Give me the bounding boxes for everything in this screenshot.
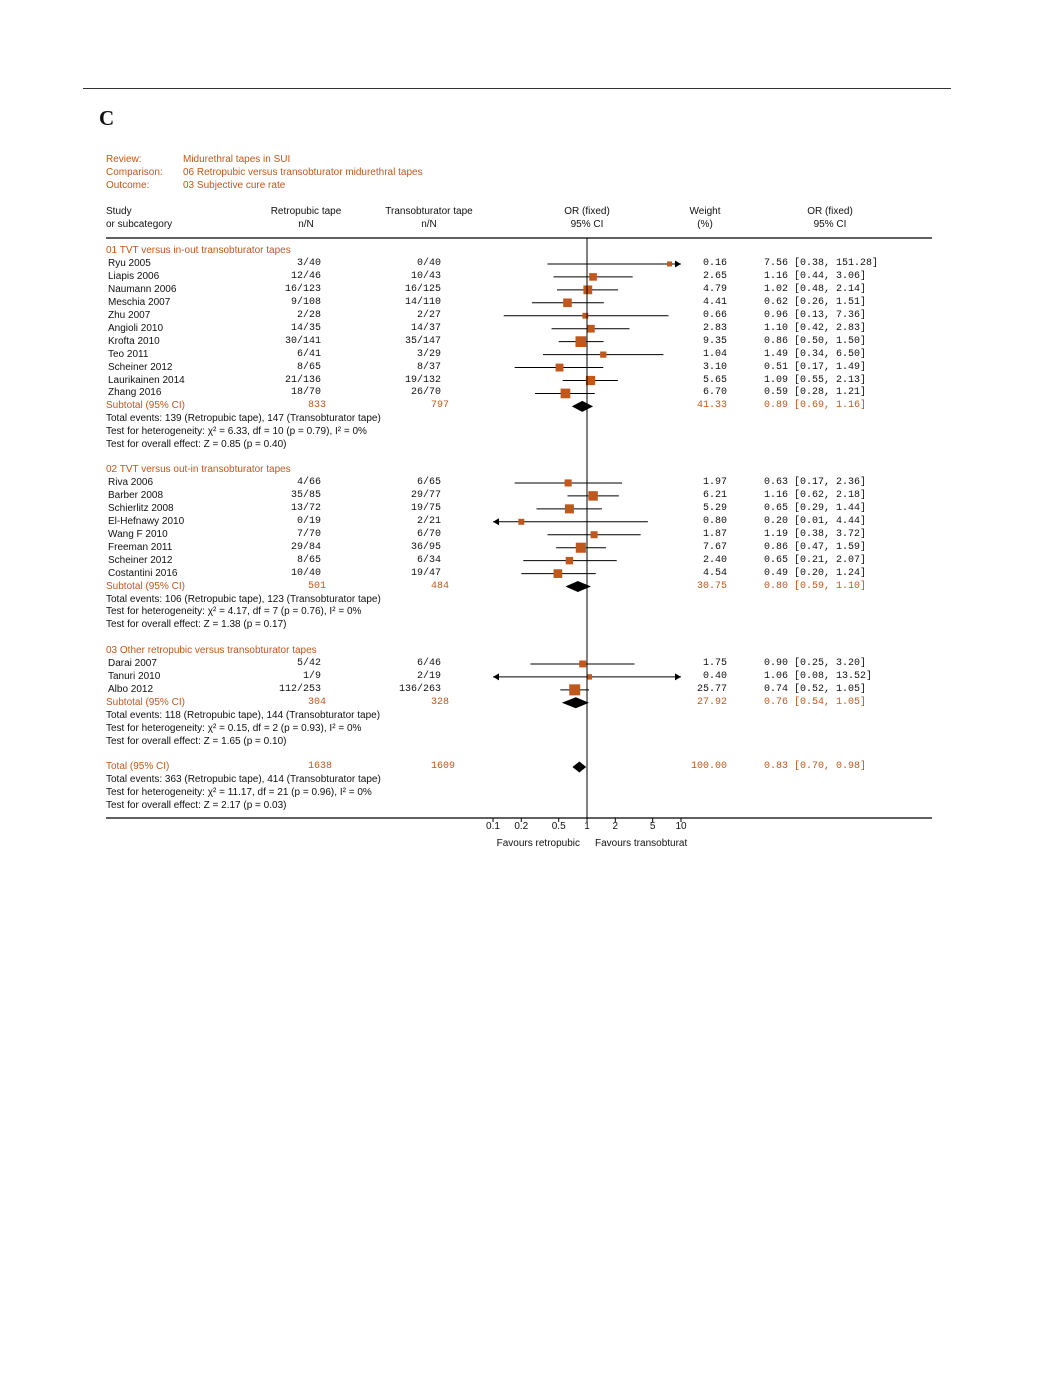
- subtotal-or-ci: 0.80 [0.59, 1.10]: [764, 580, 867, 592]
- study-trans-nn: 16/125: [404, 283, 441, 295]
- study-weight: 2.65: [702, 270, 727, 282]
- subtotal-or-ci: 0.76 [0.54, 1.05]: [764, 696, 867, 708]
- study-or-ci: 0.20 [0.01, 4.44]: [764, 515, 867, 527]
- study-weight: 5.29: [702, 502, 727, 514]
- subtotal-note: Test for overall effect: Z = 1.38 (p = 0.17): [106, 619, 287, 631]
- study-marker: [667, 261, 672, 266]
- study-weight: 1.04: [702, 348, 727, 360]
- subtotal-note: Test for heterogeneity: χ² = 4.17, df = 7 (p = 0.76), I² = 0%: [106, 606, 362, 618]
- study-retro-nn: 7/70: [296, 528, 321, 540]
- study-or-ci: 1.16 [0.44, 3.06]: [764, 270, 867, 282]
- axis-tick-label: 1: [584, 821, 590, 832]
- study-name: Scheiner 2012: [108, 361, 173, 373]
- study-or-ci: 0.62 [0.26, 1.51]: [764, 296, 867, 308]
- study-weight: 4.54: [702, 567, 727, 579]
- review-value: Midurethral tapes in SUI: [183, 154, 291, 165]
- subtotal-trans: 484: [430, 580, 449, 592]
- study-retro-nn: 2/28: [296, 309, 321, 321]
- study-or-ci: 7.56 [0.38, 151.28]: [764, 257, 879, 269]
- favours-left-label: Favours retropubic: [496, 838, 580, 849]
- study-marker: [583, 285, 592, 294]
- study-name: Scheiner 2012: [108, 554, 173, 566]
- study-weight: 2.40: [702, 554, 727, 566]
- study-weight: 0.80: [702, 515, 727, 527]
- subtotal-label: Subtotal (95% CI): [106, 400, 185, 412]
- subtotal-weight: 30.75: [696, 580, 727, 592]
- study-marker: [575, 336, 586, 347]
- outcome-label: Outcome:: [106, 180, 150, 191]
- study-marker: [579, 660, 586, 667]
- comparison-label: Comparison:: [106, 167, 163, 178]
- study-weight: 6.21: [702, 489, 727, 501]
- study-weight: 9.35: [702, 335, 727, 347]
- axis-tick-label: 5: [649, 821, 656, 832]
- axis-tick-label: 0.5: [551, 821, 566, 832]
- study-retro-nn: 29/84: [290, 541, 321, 553]
- study-retro-nn: 0/19: [296, 515, 321, 527]
- study-marker: [556, 364, 564, 372]
- study-retro-nn: 16/123: [284, 283, 321, 295]
- study-or-ci: 0.65 [0.21, 2.07]: [764, 554, 867, 566]
- total-retro: 1638: [307, 761, 332, 772]
- study-retro-nn: 12/46: [290, 270, 321, 282]
- total-note: Test for heterogeneity: χ² = 11.17, df = 21 (p = 0.96), I² = 0%: [106, 786, 372, 798]
- study-weight: 2.83: [702, 322, 727, 334]
- study-name: Freeman 2011: [108, 541, 173, 553]
- study-retro-nn: 18/70: [290, 387, 321, 399]
- total-label: Total (95% CI): [106, 761, 170, 772]
- study-trans-nn: 26/70: [410, 387, 441, 399]
- study-trans-nn: 6/70: [416, 528, 441, 540]
- subtotal-note: Test for heterogeneity: χ² = 6.33, df = 10 (p = 0.79), I² = 0%: [106, 426, 367, 438]
- study-retro-nn: 112/253: [278, 683, 321, 695]
- axis-tick-label: 0.1: [486, 821, 500, 832]
- subtotal-retro: 833: [307, 400, 326, 412]
- study-or-ci: 1.10 [0.42, 2.83]: [764, 322, 867, 334]
- study-or-ci: 0.59 [0.28, 1.21]: [764, 387, 867, 399]
- subtotal-note: Total events: 118 (Retropubic tape), 144 (Transobturator tape): [106, 709, 381, 721]
- study-trans-nn: 136/263: [398, 683, 441, 695]
- subtotal-diamond-1: [572, 401, 593, 412]
- study-name: Zhang 2016: [108, 387, 162, 399]
- subtotal-note: Test for heterogeneity: χ² = 0.15, df = 2 (p = 0.93), I² = 0%: [106, 722, 362, 734]
- study-name: Tanuri 2010: [108, 670, 161, 682]
- study-marker: [561, 389, 571, 399]
- study-marker: [565, 504, 574, 513]
- subtotal-retro: 501: [307, 580, 326, 592]
- study-weight: 25.77: [696, 683, 727, 695]
- study-marker: [554, 569, 563, 578]
- total-diamond: [572, 762, 586, 773]
- axis-tick-label: 10: [675, 821, 687, 832]
- study-trans-nn: 10/43: [410, 270, 441, 282]
- study-name: Krofta 2010: [108, 335, 160, 347]
- study-or-ci: 0.90 [0.25, 3.20]: [764, 657, 867, 669]
- subtotal-retro: 304: [307, 696, 326, 708]
- total-or-ci: 0.83 [0.70, 0.98]: [764, 761, 867, 772]
- group-title-3: 03 Other retropubic versus transobturator tapes: [106, 645, 317, 656]
- study-retro-nn: 30/141: [284, 335, 321, 347]
- study-weight: 0.16: [702, 257, 727, 269]
- axis-tick-label: 0.2: [514, 821, 529, 832]
- study-1-1-ci-arrow-right: [675, 260, 681, 267]
- study-trans-nn: 35/147: [404, 335, 441, 347]
- study-marker: [600, 351, 606, 357]
- study-weight: 1.97: [702, 476, 727, 488]
- subtotal-note: Total events: 139 (Retropubic tape), 147 (Transobturator tape): [106, 413, 381, 425]
- study-or-ci: 1.02 [0.48, 2.14]: [764, 283, 867, 295]
- study-marker: [587, 325, 595, 333]
- study-name: Barber 2008: [108, 489, 164, 501]
- study-3-2-ci-arrow-left: [493, 673, 499, 680]
- study-name: Laurikainen 2014: [108, 374, 185, 386]
- total-note: Test for overall effect: Z = 2.17 (p = 0.03): [106, 799, 287, 811]
- subtotal-label: Subtotal (95% CI): [106, 580, 185, 592]
- study-weight: 1.87: [702, 528, 727, 540]
- study-retro-nn: 9/108: [290, 296, 321, 308]
- outcome-value: 03 Subjective cure rate: [183, 180, 286, 191]
- study-marker: [563, 298, 572, 307]
- study-retro-nn: 21/136: [284, 374, 321, 386]
- subtotal-diamond-3: [562, 697, 589, 708]
- study-name: Ryu 2005: [108, 257, 151, 269]
- study-or-ci: 1.49 [0.34, 6.50]: [764, 348, 867, 360]
- header-or-fixed: OR (fixed): [564, 206, 610, 217]
- study-weight: 0.66: [702, 309, 727, 321]
- study-name: Angioli 2010: [108, 322, 164, 334]
- subtotal-label: Subtotal (95% CI): [106, 696, 185, 708]
- subtotal-trans: 328: [430, 696, 449, 708]
- header-subcategory: or subcategory: [106, 219, 173, 230]
- study-or-ci: 0.86 [0.47, 1.59]: [764, 541, 867, 553]
- comparison-value: 06 Retropubic versus transobturator midurethral tapes: [183, 167, 423, 178]
- study-or-ci: 1.16 [0.62, 2.18]: [764, 489, 867, 501]
- study-trans-nn: 14/37: [410, 322, 441, 334]
- header-or-fixed-values: OR (fixed): [807, 206, 853, 217]
- study-retro-nn: 8/65: [296, 361, 321, 373]
- study-weight: 4.79: [702, 283, 727, 295]
- study-marker: [565, 479, 572, 486]
- study-trans-nn: 3/29: [416, 348, 441, 360]
- study-trans-nn: 36/95: [410, 541, 441, 553]
- subtotal-trans: 797: [430, 400, 449, 412]
- study-2-4-ci-arrow-left: [493, 518, 499, 525]
- study-name: Costantini 2016: [108, 567, 178, 579]
- subtotal-note: Test for overall effect: Z = 1.65 (p = 0.10): [106, 735, 287, 747]
- study-or-ci: 0.65 [0.29, 1.44]: [764, 502, 867, 514]
- header-or-ci-values: 95% CI: [813, 219, 847, 230]
- study-or-ci: 0.86 [0.50, 1.50]: [764, 335, 867, 347]
- total-note: Total events: 363 (Retropubic tape), 414 (Transobturator tape): [106, 773, 381, 785]
- study-or-ci: 0.96 [0.13, 7.36]: [764, 309, 867, 321]
- header-weight-pct: (%): [697, 219, 713, 230]
- study-trans-nn: 2/21: [416, 515, 441, 527]
- study-name: Riva 2006: [108, 476, 154, 488]
- subtotal-weight: 27.92: [696, 696, 727, 708]
- subtotal-or-ci: 0.89 [0.69, 1.16]: [764, 400, 867, 412]
- study-trans-nn: 2/19: [416, 670, 441, 682]
- header-transobturator: Transobturator tape: [385, 206, 473, 217]
- study-or-ci: 0.74 [0.52, 1.05]: [764, 683, 867, 695]
- study-trans-nn: 19/75: [410, 502, 441, 514]
- header-study: Study: [106, 206, 132, 217]
- subtotal-note: Test for overall effect: Z = 0.85 (p = 0.40): [106, 439, 287, 451]
- study-trans-nn: 6/34: [416, 554, 441, 566]
- favours-right-label: Favours transobturat: [595, 838, 688, 849]
- study-trans-nn: 19/132: [404, 374, 441, 386]
- study-marker: [518, 519, 524, 525]
- study-retro-nn: 4/66: [296, 476, 321, 488]
- study-weight: 3.10: [702, 361, 727, 373]
- study-marker: [591, 531, 598, 538]
- study-retro-nn: 3/40: [296, 257, 321, 269]
- total-weight: 100.00: [690, 761, 727, 772]
- study-or-ci: 0.63 [0.17, 2.36]: [764, 476, 867, 488]
- study-retro-nn: 13/72: [290, 502, 321, 514]
- study-or-ci: 1.09 [0.55, 2.13]: [764, 374, 867, 386]
- study-retro-nn: 14/35: [290, 322, 321, 334]
- study-name: El-Hefnawy 2010: [108, 515, 185, 527]
- group-title-1: 01 TVT versus in-out transobturator tapes: [106, 245, 291, 256]
- study-or-ci: 0.51 [0.17, 1.49]: [764, 361, 867, 373]
- study-name: Darai 2007: [108, 657, 157, 669]
- review-label: Review:: [106, 154, 142, 165]
- study-name: Schierlitz 2008: [108, 502, 174, 514]
- study-marker: [569, 684, 580, 695]
- subtotal-note: Total events: 106 (Retropubic tape), 123 (Transobturator tape): [106, 593, 381, 605]
- study-name: Albo 2012: [108, 683, 154, 695]
- subtotal-weight: 41.33: [696, 400, 727, 412]
- study-trans-nn: 6/65: [416, 476, 441, 488]
- study-trans-nn: 0/40: [416, 257, 441, 269]
- study-retro-nn: 35/85: [290, 489, 321, 501]
- header-retropubic: Retropubic tape: [270, 206, 342, 217]
- header-or-ci: 95% CI: [570, 219, 604, 230]
- study-trans-nn: 8/37: [416, 361, 441, 373]
- study-trans-nn: 6/46: [416, 657, 441, 669]
- study-weight: 4.41: [702, 296, 727, 308]
- study-weight: 6.70: [702, 387, 727, 399]
- study-retro-nn: 8/65: [296, 554, 321, 566]
- study-name: Naumann 2006: [108, 283, 177, 295]
- header-retropubic-nn: n/N: [298, 219, 314, 230]
- axis-tick-label: 2: [612, 821, 619, 832]
- study-weight: 7.67: [702, 541, 727, 553]
- panel-label: C: [99, 106, 115, 130]
- study-trans-nn: 29/77: [410, 489, 441, 501]
- study-marker: [588, 491, 597, 500]
- group-title-2: 02 TVT versus out-in transobturator tapes: [106, 464, 291, 475]
- study-or-ci: 1.06 [0.08, 13.52]: [764, 670, 873, 682]
- study-retro-nn: 6/41: [296, 348, 321, 360]
- study-trans-nn: 2/27: [416, 309, 441, 321]
- study-retro-nn: 1/9: [302, 670, 321, 682]
- study-weight: 5.65: [702, 374, 727, 386]
- study-marker: [576, 543, 586, 553]
- study-marker: [589, 273, 597, 281]
- study-marker: [566, 557, 573, 564]
- study-name: Teo 2011: [108, 348, 149, 360]
- study-3-2-ci-arrow-right: [675, 673, 681, 680]
- study-name: Liapis 2006: [108, 270, 160, 282]
- total-trans: 1609: [430, 761, 455, 772]
- study-retro-nn: 5/42: [296, 657, 321, 669]
- header-weight: Weight: [689, 206, 721, 217]
- study-trans-nn: 14/110: [404, 296, 441, 308]
- study-name: Meschia 2007: [108, 296, 171, 308]
- study-trans-nn: 19/47: [410, 567, 441, 579]
- header-transobturator-nn: n/N: [421, 219, 437, 230]
- study-weight: 0.40: [702, 670, 727, 682]
- study-or-ci: 0.49 [0.20, 1.24]: [764, 567, 867, 579]
- study-weight: 1.75: [702, 657, 727, 669]
- study-or-ci: 1.19 [0.38, 3.72]: [764, 528, 867, 540]
- study-retro-nn: 10/40: [290, 567, 321, 579]
- study-name: Zhu 2007: [108, 309, 151, 321]
- study-name: Wang F 2010: [108, 528, 168, 540]
